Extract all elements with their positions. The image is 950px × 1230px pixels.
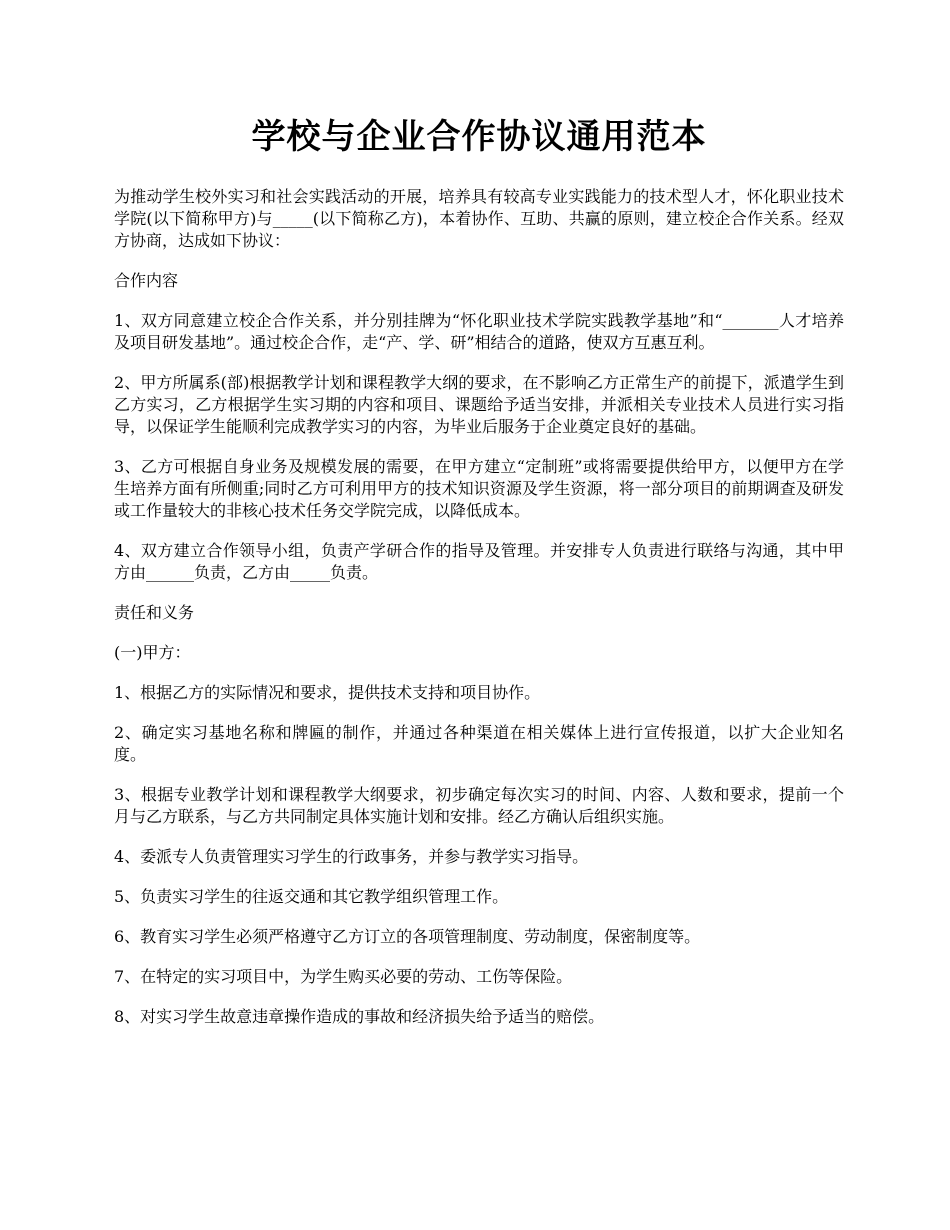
section-heading-cooperation: 合作内容 [114,271,179,290]
clause-3: 3、乙方可根据自身业务及规模发展的需要，在甲方建立“定制班”或将需要提供给甲方，以便甲方在学生培养方面有所侧重;同时乙方可利用甲方的技术知识资源及学生资源，将一部分项目的前期调查及研发或工作量较大的非核心技术任务交学院完成，以降低成本。 [114,457,844,520]
duty-7: 7、在特定的实习项目中，为学生购买必要的劳动、工伤等保险。 [114,967,573,986]
clause-2: 2、甲方所属系(部)根据教学计划和课程教学大纲的要求，在不影响乙方正常生产的前提下，派遣学生到乙方实习，乙方根据学生实习期的内容和项目、课题给予适当安排，并派相关专业技术人员进行实习指导，以保证学生能顺利完成教学实习的内容，为毕业后服务于企业奠定良好的基础。 [114,373,844,436]
document-title: 学校与企业合作协议通用范本 [251,117,707,157]
duty-3: 3、根据专业教学计划和课程教学大纲要求，初步确定每次实习的时间、内容、人数和要求，提前一个月与乙方联系，与乙方共同制定具体实施计划和安排。经乙方确认后组织实施。 [114,785,844,826]
section-heading-responsibilities: 责任和义务 [114,603,195,622]
duty-5: 5、负责实习学生的往返交通和其它教学组织管理工作。 [114,887,509,906]
duty-8: 8、对实习学生故意违章操作造成的事故和经济损失给予适当的赔偿。 [114,1007,605,1026]
duty-4: 4、委派专人负责管理实习学生的行政事务，并参与教学实习指导。 [114,847,589,866]
intro-paragraph: 为推动学生校外实习和社会实践活动的开展，培养具有较高专业实践能力的技术型人才，怀化职业技术学院(以下简称甲方)与_____(以下简称乙方)，本着协作、互助、共赢的原则，建立校企合作关系。经双方协商，达成如下协议： [114,187,844,250]
clause-1: 1、双方同意建立校企合作关系，并分别挂牌为“怀化职业技术学院实践教学基地”和“_______人才培养及项目研发基地”。通过校企合作，走“产、学、研”相结合的道路，使双方互惠互利。 [114,311,844,352]
duty-2: 2、确定实习基地名称和牌匾的制作，并通过各种渠道在相关媒体上进行宣传报道，以扩大企业知名度。 [114,723,844,764]
duty-1: 1、根据乙方的实际情况和要求，提供技术支持和项目协作。 [114,683,541,702]
document-page [114,110,844,1046]
clause-4: 4、双方建立合作领导小组，负责产学研合作的指导及管理。并安排专人负责进行联络与沟通，其中甲方由______负责，乙方由_____负责。 [114,541,844,582]
duty-6: 6、教育实习学生必须严格遵守乙方订立的各项管理制度、劳动制度，保密制度等。 [114,927,701,946]
subsection-party-a: (一)甲方： [114,643,191,662]
